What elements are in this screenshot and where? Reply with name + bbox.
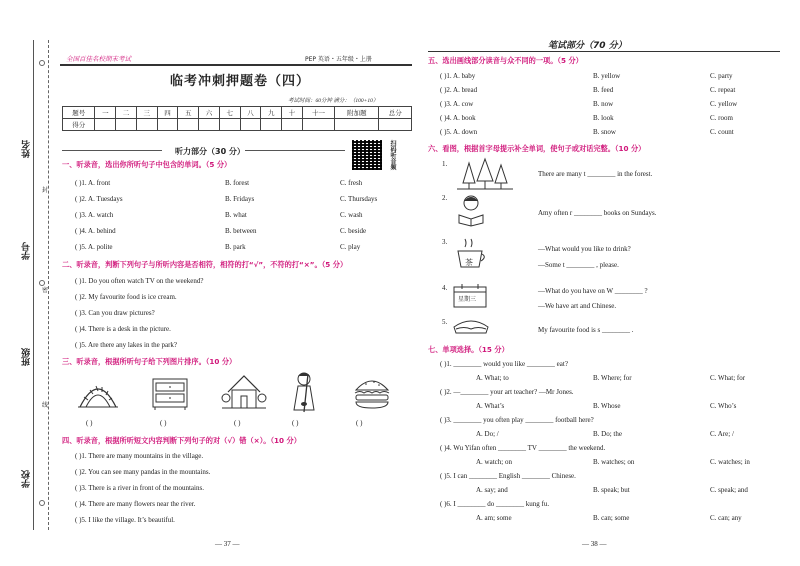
- section-6-title: 六、看图，根据首字母提示补全单词，使句子或对话完整。（10 分）: [428, 144, 646, 153]
- score-header-cell: 八: [240, 107, 261, 119]
- q1-option-c: C. play: [340, 243, 361, 251]
- q7-option-b: B. Where; for: [593, 374, 632, 382]
- q1-option-b: B. between: [225, 227, 257, 235]
- q7-option-b: B. speak; but: [593, 486, 630, 494]
- q3-answer-blank: ( ): [160, 419, 167, 427]
- q5-item: ( )5. A. down: [440, 128, 478, 136]
- q6-number: 3.: [442, 238, 448, 246]
- header-rule: [428, 51, 780, 52]
- page-number-left: — 37 —: [215, 540, 240, 548]
- score-input-cell[interactable]: [219, 119, 240, 131]
- qr-code[interactable]: [352, 140, 382, 170]
- score-header-cell: 二: [116, 107, 137, 119]
- score-header-cell: 五: [178, 107, 199, 119]
- seal-mark: 封: [42, 187, 49, 194]
- score-input-cell[interactable]: [95, 119, 116, 131]
- house-picture: [222, 372, 266, 412]
- seal-mark: 线: [42, 402, 49, 409]
- q5-option-b: B. now: [593, 100, 614, 108]
- section-3-title: 三、听录音，根据所听句子给下列图片排序。（10 分）: [62, 357, 237, 366]
- desk-picture: [150, 375, 190, 411]
- q7-option-c: C. can; any: [710, 514, 742, 522]
- q6-4a-text: —What do you have on W ________ ?: [538, 287, 648, 295]
- q7-question: ( )2. —________ your art teacher? —Mr Jones.: [440, 388, 574, 396]
- q7-option-b: B. Whose: [593, 402, 621, 410]
- q4-item: ( )1. There are many mountains in the village.: [75, 452, 204, 460]
- q1-option-c: C. wash: [340, 211, 363, 219]
- section-4-title: 四、听录音，根据所听短文内容判断下列句子的对（√）错（×）。（10 分）: [62, 436, 301, 445]
- score-header-cell: 六: [199, 107, 220, 119]
- q5-option-c: C. party: [710, 72, 733, 80]
- class-label: 班级: [22, 348, 32, 366]
- q1-option-c: C. Thursdays: [340, 195, 378, 203]
- q1-item: ( )1. A. front: [75, 179, 111, 187]
- q1-option-b: B. what: [225, 211, 247, 219]
- q7-option-a: A. What; to: [476, 374, 509, 382]
- cut-line: [48, 40, 49, 530]
- q5-option-c: C. repeat: [710, 86, 736, 94]
- q6-number: 5.: [442, 318, 448, 326]
- q5-option-c: C. count: [710, 128, 734, 136]
- q5-item: ( )1. A. baby: [440, 72, 476, 80]
- score-input-cell[interactable]: [379, 119, 412, 131]
- page-number-right: — 38 —: [582, 540, 607, 548]
- exam-info: 考试时间：60分钟 满分：（100+10）: [288, 98, 379, 104]
- trees-picture: [455, 157, 515, 191]
- punch-hole: [39, 280, 45, 286]
- q5-item: ( )2. A. bread: [440, 86, 478, 94]
- q7-option-b: B. Do; the: [593, 430, 622, 438]
- q7-option-a: A. say; and: [476, 486, 508, 494]
- q5-option-b: B. yellow: [593, 72, 621, 80]
- title-rule: [62, 150, 162, 151]
- score-input-cell[interactable]: [240, 119, 261, 131]
- score-input-cell[interactable]: [335, 119, 379, 131]
- score-input-cell[interactable]: [282, 119, 303, 131]
- section-2-title: 二、听录音，判断下列句子与所听内容是否相符，相符的打“√”，不符的打“×”。（5 分）: [62, 260, 348, 269]
- q7-option-c: C. Who’s: [710, 402, 737, 410]
- q7-question: ( )1. ________ would you like ________ eat?: [440, 360, 568, 368]
- score-table: [62, 106, 412, 131]
- score-input-cell[interactable]: [199, 119, 220, 131]
- score-input-cell[interactable]: [157, 119, 178, 131]
- q1-item: ( )2. A. Tuesdays: [75, 195, 123, 203]
- q1-option-b: B. forest: [225, 179, 250, 187]
- q5-option-b: B. look: [593, 114, 614, 122]
- edition-label: PEP 英语・五年级・上册: [305, 56, 372, 63]
- written-title: 笔试部分（70 分）: [548, 41, 627, 51]
- section-7-title: 七、单项选择。（15 分）: [428, 345, 509, 354]
- q3-answer-blank: ( ): [234, 419, 241, 427]
- q7-option-b: B. watches; on: [593, 458, 635, 466]
- q7-option-a: A. What’s: [476, 402, 505, 410]
- binding-line: [33, 40, 34, 530]
- q7-option-c: C. speak; and: [710, 486, 748, 494]
- score-header-cell: 一: [95, 107, 116, 119]
- q6-3a-text: —What would you like to drink?: [538, 245, 631, 253]
- score-header-cell: 总分: [379, 107, 412, 119]
- q6-2-text: Amy often r ________ books on Sundays.: [538, 209, 657, 217]
- q2-item: ( )5. Are there any lakes in the park?: [75, 341, 178, 349]
- q7-option-c: C. What; for: [710, 374, 746, 382]
- q7-question: ( )4. Wu Yifan often ________ TV ________ the weekend.: [440, 444, 606, 452]
- score-header-cell: 七: [219, 107, 240, 119]
- q6-number: 4.: [442, 284, 448, 292]
- q7-option-c: C. Are; /: [710, 430, 734, 438]
- page-title: 临考冲刺押题卷（四）: [170, 74, 311, 89]
- score-row-label: 得分: [63, 119, 95, 131]
- q5-item: ( )3. A. cow: [440, 100, 474, 108]
- tea-character: 茶: [465, 258, 473, 267]
- score-header-cell: 九: [261, 107, 282, 119]
- q1-option-c: C. beside: [340, 227, 367, 235]
- score-header-cell: 三: [136, 107, 157, 119]
- score-header-cell: 附加题: [335, 107, 379, 119]
- seal-mark: 密: [42, 287, 49, 294]
- sandwich-picture: [452, 317, 490, 337]
- hamburger-picture: [352, 376, 392, 410]
- q5-option-c: C. yellow: [710, 100, 738, 108]
- q7-question: ( )3. ________ you often play ________ football here?: [440, 416, 594, 424]
- q4-item: ( )5. I like the village. It’s beautiful.: [75, 516, 175, 524]
- q1-option-c: C. fresh: [340, 179, 363, 187]
- q7-option-a: A. am; some: [476, 514, 512, 522]
- q6-4b-text: —We have art and Chinese.: [538, 302, 617, 310]
- girl-erhu-picture: [290, 370, 320, 414]
- wednesday-label: 星期三: [458, 296, 477, 303]
- q4-item: ( )3. There is a river in front of the mountains.: [75, 484, 204, 492]
- score-input-cell[interactable]: [261, 119, 282, 131]
- q2-item: ( )4. There is a desk in the picture.: [75, 325, 171, 333]
- q1-option-b: B. park: [225, 243, 246, 251]
- q6-1-text: There are many t ________ in the forest.: [538, 170, 653, 178]
- score-header-cell: 十: [282, 107, 303, 119]
- bridge-picture: [78, 373, 118, 413]
- score-header-cell: 题号: [63, 107, 95, 119]
- series-banner: 全国百佳名校期末考试: [66, 55, 131, 63]
- q6-number: 2.: [442, 194, 448, 202]
- q1-option-b: B. Fridays: [225, 195, 255, 203]
- q7-question: ( )5. I can ________ English ________ Chinese.: [440, 472, 576, 480]
- q7-option-c: C. watches; in: [710, 458, 750, 466]
- q3-answer-blank: ( ): [86, 419, 93, 427]
- q4-item: ( )4. There are many flowers near the river.: [75, 500, 196, 508]
- score-input-cell[interactable]: [302, 119, 334, 131]
- q4-item: ( )2. You can see many pandas in the mountains.: [75, 468, 211, 476]
- title-rule: [245, 150, 345, 151]
- school-label: 学校: [22, 470, 32, 488]
- q7-option-a: A. Do; /: [476, 430, 499, 438]
- q3-answer-blank: ( ): [292, 419, 299, 427]
- q3-answer-blank: ( ): [356, 419, 363, 427]
- name-label: 姓名: [22, 140, 32, 158]
- q7-question: ( )6. I ________ do ________ kung fu.: [440, 500, 550, 508]
- q1-item: ( )3. A. watch: [75, 211, 114, 219]
- score-header-cell: 十一: [302, 107, 334, 119]
- q2-item: ( )1. Do you often watch TV on the weekend?: [75, 277, 204, 285]
- q5-option-c: C. room: [710, 114, 733, 122]
- score-input-cell[interactable]: [116, 119, 137, 131]
- listening-title: 听力部分（30 分）: [175, 147, 245, 156]
- number-label: 学号: [22, 242, 32, 260]
- qr-label: 扫码听音频: [389, 140, 396, 170]
- q1-item: ( )5. A. polite: [75, 243, 113, 251]
- punch-hole: [39, 500, 45, 506]
- section-1-title: 一、听录音，选出你所听句子中包含的单词。（5 分）: [62, 160, 232, 169]
- section-5-title: 五、选出画线部分读音与众不同的一项。（5 分）: [428, 56, 583, 65]
- q7-option-b: B. can; some: [593, 514, 630, 522]
- punch-hole: [39, 60, 45, 66]
- reading-picture: [455, 193, 489, 227]
- score-input-cell[interactable]: [136, 119, 157, 131]
- score-input-cell[interactable]: [178, 119, 199, 131]
- header-rule: [60, 64, 412, 66]
- q2-item: ( )3. Can you draw pictures?: [75, 309, 155, 317]
- q6-5-text: My favourite food is s ________ .: [538, 326, 634, 334]
- q6-3b-text: —Some t ________ , please.: [538, 261, 619, 269]
- q1-item: ( )4. A. behind: [75, 227, 116, 235]
- q2-item: ( )2. My favourite food is ice cream.: [75, 293, 177, 301]
- score-header-cell: 四: [157, 107, 178, 119]
- q5-option-b: B. snow: [593, 128, 616, 136]
- q7-option-a: A. watch; on: [476, 458, 512, 466]
- q6-number: 1.: [442, 160, 448, 168]
- q5-option-b: B. feed: [593, 86, 614, 94]
- q5-item: ( )4. A. book: [440, 114, 476, 122]
